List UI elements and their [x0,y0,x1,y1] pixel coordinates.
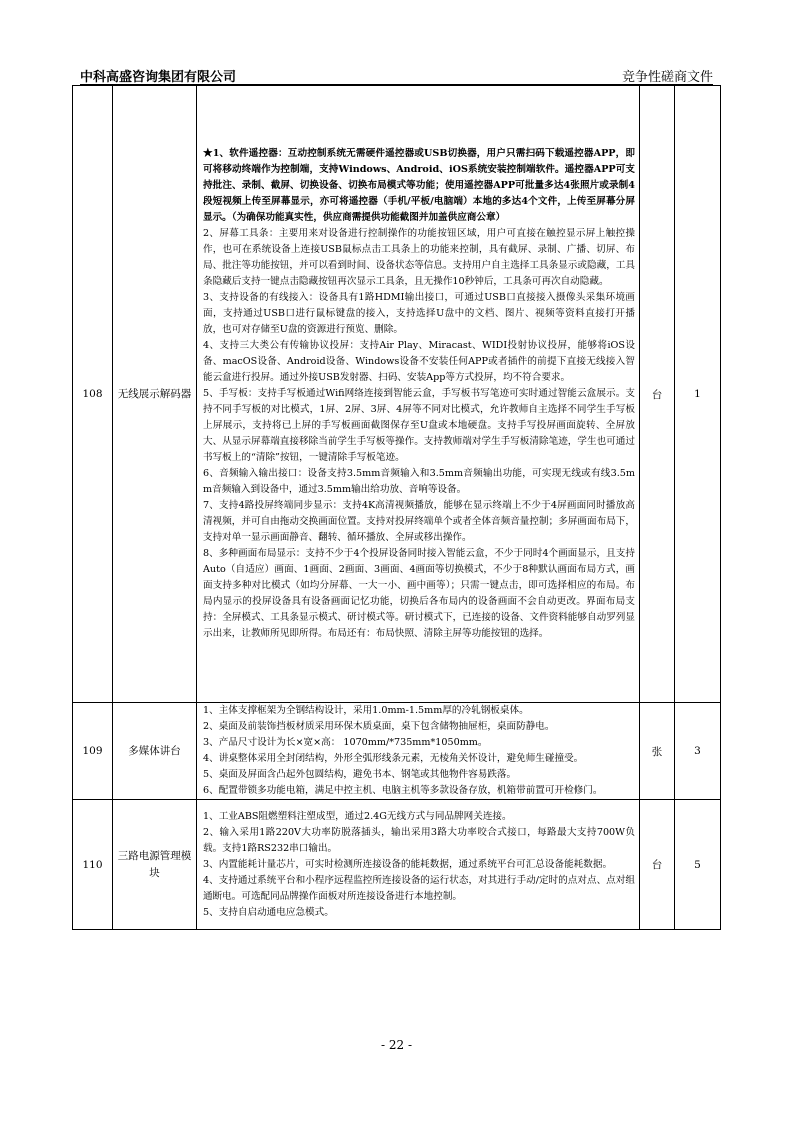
spec-paragraph: ★1、软件遥控器：互动控制系统无需硬件遥控器或USB切换器，用户只需扫码下载遥控器APP，即可将移动终端作为控制端，支持Windows、Android、iOS系统安装控制端软件。遥控器APP可支持批注、录制、截屏、切换设备、切换布局模式等功能；使用遥控器APP可批量多达4张照片或录制4段短视频上传至屏幕显示，亦可将遥控器（手机/平板/电脑端）本地的多达4个文件，上传至屏幕分屏显示。（为确保功能真实性，供应商需提供功能截图并加盖供应商公章） [203,148,635,223]
spec-paragraph: 8、多种画面布局显示：支持不少于4个投屏设备同时接入智能云盒，不少于同时4个画面显示，且支持Auto（自适应）画面、1画面、2画面、3画面、4画面等切换模式，不少于8种默认画面布局方式，画面支持多种对比模式（如均分屏幕、一大一小、画中画等）；只需一键点击，即可选择相应的布局。布局内显示的投屏设备具有设备画面记忆功能，切换后各布局内的设备画面不会自动更改。界面布局支持：全屏模式、工具条显示模式、研讨模式等。研讨模式下，已连接的设备、文件资料能够自动罗列显示出来，让教师所见即所得。布局还有：布局快照、清除主屏等功能按钮的选择。 [203,548,635,639]
specification-table [72,85,721,930]
item-quantity: 1 [675,86,721,703]
item-unit: 张 [640,703,675,800]
item-specification [197,800,640,930]
item-specification [197,703,640,800]
spec-paragraph: 7、支持4路投屏终端同步显示：支持4K高清视频播放，能够在显示终端上不少于4屏画面同时播放高清视频，并可自由拖动交换画面位置。支持对投屏终端单个或者全体音频音量控制；多屏画面布局下，支持对单一显示画面静音、翻转、循环播放、全屏或移出操作。 [203,500,635,543]
page-number: - 22 - [380,1038,412,1052]
table-row [73,800,721,930]
spec-paragraph: 1、工业ABS阻燃塑料注塑成型，通过2.4G无线方式与同品牌网关连接。 [203,810,512,822]
spec-paragraph: 1、主体支撑框架为全钢结构设计，采用1.0mm-1.5mm厚的冷轧钢板桌体。 [203,705,529,716]
item-specification [197,86,640,703]
spec-paragraph: 6、音频输入输出接口：设备支持3.5mm音频输入和3.5mm音频输出功能，可实现无线或有线3.5mm音频输入到设备中，通过3.5mm输出给功放、音响等设备。 [203,468,635,495]
spec-paragraph: 2、输入采用1路220V大功率防脱落插头，输出采用3路大功率咬合式接口，每路最大支持700W负载。支持1路RS232串口输出。 [203,826,635,854]
spec-paragraph: 4、支持通过系统平台和小程序远程监控所连接设备的运行状态，对其进行手动/定时的点对点、点对组通断电。可选配同品牌操作面板对所连接设备进行本地控制。 [203,874,635,902]
spec-paragraph: 5、支持自启动通电应急模式。 [203,906,334,918]
spec-paragraph: 2、屏幕工具条：主要用来对设备进行控制操作的功能按钮区域，用户可直接在触控显示屏上触控操作，也可在系统设备上连接USB鼠标点击工具条上的功能来控制，具有截屏、录制、广播、切屏、布局、批注等功能按钮，并可以看到时间、设备状态等信息。支持用户自主选择工具条显示或隐藏，工具条隐藏后支持一键点击隐藏按钮再次显示工具条，且无操作10秒钟后，工具条可再次自动隐藏。 [203,228,635,287]
item-number: 108 [73,86,113,703]
spec-paragraph: 6、配置带锁多功能电箱，满足中控主机、电脑主机等多款设备存放，机箱带前置可开检修门。 [203,785,603,796]
item-name: 无线展示解码器 [113,86,197,703]
company-name: 中科高盛咨询集团有限公司 [80,70,237,85]
spec-paragraph: 2、桌面及前装饰挡板材质采用环保木质桌面，桌下包含储物抽屉柜，桌面防静电。 [203,721,555,732]
spec-paragraph: 5、手写板：支持手写板通过Wifi网络连接到智能云盒，手写板书写笔迹可实时通过智能云盒展示。支持不同手写板的对比模式，1屏、2屏、3屏、4屏等不同对比模式，允许教师自主选择不同学生手写板上屏展示，支持将已上屏的手写板画面截图保存至U盘或本地硬盘。支持手写投屏画面旋转、全屏放大、从显示屏幕端直接移除当前学生手写板等操作。支持教师端对学生手写板清除笔迹，学生也可通过书写板上的“清除”按钮，一键清除手写板笔迹。 [203,388,635,463]
item-name: 三路电源管理模块 [113,800,197,930]
item-unit: 台 [640,86,675,703]
spec-paragraph: 3、支持设备的有线接入：设备具有1路HDMI输出接口，可通过USB口直接接入摄像头采集环境画面，支持通过USB口进行鼠标键盘的接入，支持选择U盘中的文档、图片、视频等资料直接打开播放，也可对存储至U盘的资源进行预览、删除。 [203,292,635,335]
document-type: 竞争性磋商文件 [621,70,713,85]
item-name: 多媒体讲台 [113,703,197,800]
item-number: 110 [73,800,113,930]
item-unit: 台 [640,800,675,930]
item-number: 109 [73,703,113,800]
spec-paragraph: 3、产品尺寸设计为长×宽×高： 1070mm/*735mm*1050mm。 [203,737,488,748]
spec-paragraph: 4、讲桌整体采用全封闭结构，外形全弧形线条元素，无棱角关怀设计，避免师生碰撞受。 [203,753,584,764]
item-quantity: 5 [675,800,721,930]
item-quantity: 3 [675,703,721,800]
spec-paragraph: 3、内置能耗计量芯片，可实时检测所连接设备的能耗数据，通过系统平台可汇总设备能耗数据。 [203,858,613,870]
spec-paragraph: 5、桌面及屏面含凸起外包圆结构，避免书本、钢笔或其他物件容易跌落。 [203,769,517,780]
table-row [73,86,721,703]
spec-paragraph: 4、支持三大类公有传输协议投屏：支持Air Play、Miracast、WIDI投射协议投屏，能够将iOS设备、macOS设备、Android设备、Windows设备不安装任何APP或者插件的前提下直接无线接入智能云盒进行投屏。通过外接USB发射器、扫码、安装App等方式投屏，均不符合要求。 [203,340,635,383]
table-row [73,703,721,800]
page-header [80,66,713,85]
